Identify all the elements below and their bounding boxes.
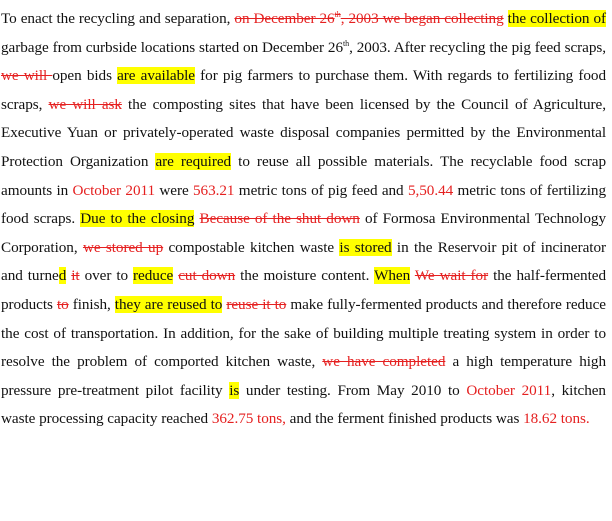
strikethrough-deletion: cut down [178,267,236,285]
strikethrough-deletion: , 2003 we began collecting [340,10,504,27]
highlighted-insertion: reduce [133,267,174,285]
text-run: the composting sites that have been licensed by the Council of Agriculture, Executive Yuan or privately-operated waste disposal companies permitted by the Environmental Protection Organization [1,95,606,170]
text-run: were [155,181,193,199]
revised-value: 362.75 tons, [211,410,286,428]
text-run: garbage from curbside locations started on December 26 [1,38,343,56]
text-run: the moisture content. [235,267,375,285]
highlighted-insertion: When [374,267,411,285]
text-run: over to [79,267,134,285]
revised-value: 18.62 tons. [523,410,590,428]
highlighted-insertion: are required [155,152,232,170]
strikethrough-deletion: We wait for [414,267,489,285]
body-paragraph [1,5,606,434]
text-run: finish, [68,295,115,313]
revised-value: 5,50.44 [407,181,454,199]
strikethrough-deletion: we stored up [82,238,164,256]
text-run: for pig farmers to purchase them. With regards to fertilizing food scraps, [1,67,607,113]
text-run: the half-fermented products [1,267,606,313]
text-run: of Formosa Environmental Technology Corporation, [1,210,606,256]
text-run: metric tons of pig feed and [234,181,408,199]
text-run: compostable kitchen waste [163,238,340,256]
highlighted-insertion: the collection of [507,10,607,27]
text-run: under testing. From May 2010 to [239,381,467,399]
text-run: , kitchen waste processing capacity reached [1,381,606,428]
revised-value: 563.21 [193,181,235,199]
text-run: to reuse all possible materials. The recyclable food scrap amounts in [1,152,606,199]
highlighted-insertion: Due to the closing [80,210,195,228]
strikethrough-deletion: reuse it to [226,295,287,313]
highlighted-insertion: are available [117,67,195,85]
ordinal-superscript: th [342,38,350,48]
text-run: and the ferment finished products was [285,410,524,428]
highlighted-insertion: is [229,381,240,399]
text-run: metric tons of fertilizing food scraps. [1,181,606,228]
strikethrough-deletion: on December 26 [234,10,335,27]
strikethrough-deletion: we will [1,67,53,85]
highlighted-insertion: they are reused to [114,295,223,313]
revised-value: October 2011 [72,181,156,199]
strikethrough-deletion: it [71,267,80,285]
strikethrough-superscript: th [334,9,341,19]
strikethrough-deletion: we have completed [322,353,446,371]
highlighted-insertion: d [58,267,67,285]
strikethrough-deletion: Because of the shut down [199,210,360,228]
revised-value: October 2011 [466,381,552,399]
highlighted-insertion: is stored [339,238,392,256]
text-run: in the Reservoir pit of incinerator and turne [1,238,607,285]
text-run: open bids [52,67,118,85]
text-run: make fully-fermented products and therefore reduce the cost of transportation. In addition, for the sake of building multiple treating system in order to resolve the problem of comported kitchen waste, [1,295,606,371]
text-run: , 2003. After recycling the pig feed scraps, [349,38,606,56]
text-run: a high temperature high pressure pre-treatment pilot facility [1,353,606,399]
strikethrough-deletion: we will ask [48,95,122,113]
strikethrough-deletion: to [56,295,69,313]
text-run: To enact the recycling and separation, [1,10,235,27]
